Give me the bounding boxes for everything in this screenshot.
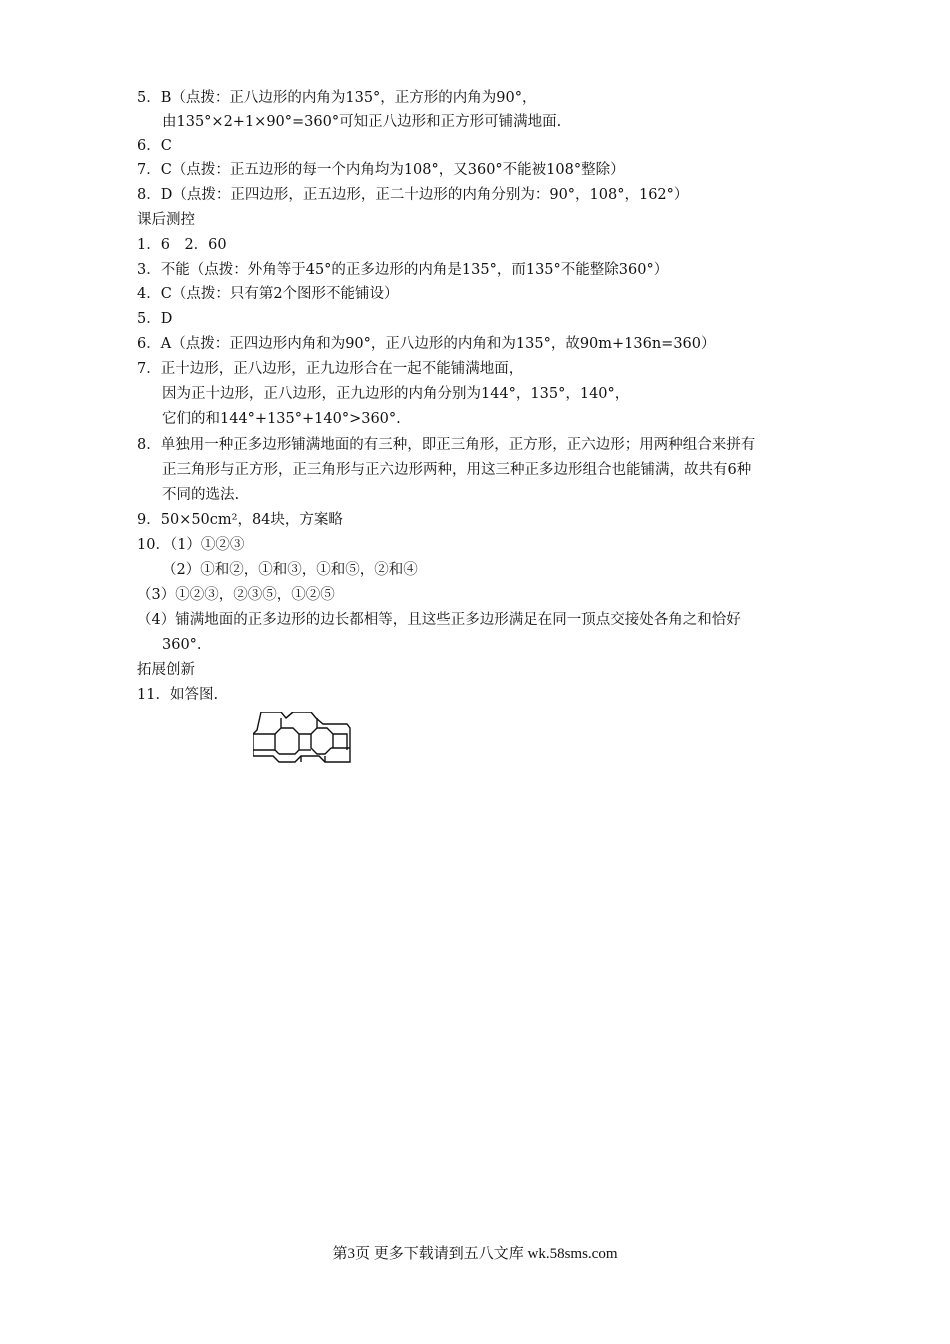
answer-10-part-3: （3）①②③，②③⑤，①②⑤ [137,587,335,603]
answer-10-part-1: 10．（1）①②③ [137,537,245,553]
answer-7: 7．C（点拨：正五边形的每一个内角均为108°，又360°不能被108°整除） [137,162,625,178]
answer-3: 3．不能（点拨：外角等于45°的正多边形的内角是135°，而135°不能整除360°） [137,262,669,278]
answer-11: 11．如答图. [137,687,219,703]
answer-5-line-2: 由135°×2+1×90°=360°可知正八边形和正方形可铺满地面. [162,114,562,130]
tiling-answer-figure [253,712,353,768]
answer-9: 9．50×50cm²，84块，方案略 [137,512,343,528]
answer-8b-line-2: 正三角形与正方形，正三角形与正六边形两种，用这三种正多边形组合也能铺满，故共有6种 [162,462,752,478]
answer-10-part-4-line-1: （4）铺满地面的正多边形的边长都相等，且这些正多边形满足在同一顶点交接处各角之和恰好 [137,612,741,628]
answer-8b-line-1: 8．单独用一种正多边形铺满地面的有三种，即正三角形，正方形，正六边形；用两种组合来拼有 [137,437,756,453]
page-footer: 第3页 更多下载请到五八文库 wk.58sms.com [332,1246,618,1262]
answer-10-part-2: （2）①和②，①和③，①和⑤，②和④ [162,562,418,578]
answer-8b-line-3: 不同的选法. [162,487,240,503]
answer-7b-line-3: 它们的和144°+135°+140°>360°. [162,411,401,427]
answer-1-2: 1．6 2．60 [137,237,227,253]
answer-5b: 5．D [137,311,173,327]
answer-5-line-1: 5．B（点拨：正八边形的内角为135°，正方形的内角为90°， [137,90,537,106]
answer-7b-line-1: 7．正十边形，正八边形，正九边形合在一起不能铺满地面， [137,361,524,377]
answer-6: 6．C [137,138,172,154]
answer-4: 4．C（点拨：只有第2个图形不能铺设） [137,286,399,302]
answer-7b-line-2: 因为正十边形，正八边形，正九边形的内角分别为144°，135°，140°， [162,386,630,402]
section-heading-after-class: 课后测控 [137,212,195,228]
answer-10-part-4-line-2: 360°. [162,637,202,653]
section-heading-extension: 拓展创新 [137,662,195,678]
answer-8: 8．D（点拨：正四边形，正五边形，正二十边形的内角分别为：90°，108°，162°） [137,187,689,203]
answer-6b: 6．A（点拨：正四边形内角和为90°，正八边形的内角和为135°，故90m+136n=360） [137,336,716,352]
